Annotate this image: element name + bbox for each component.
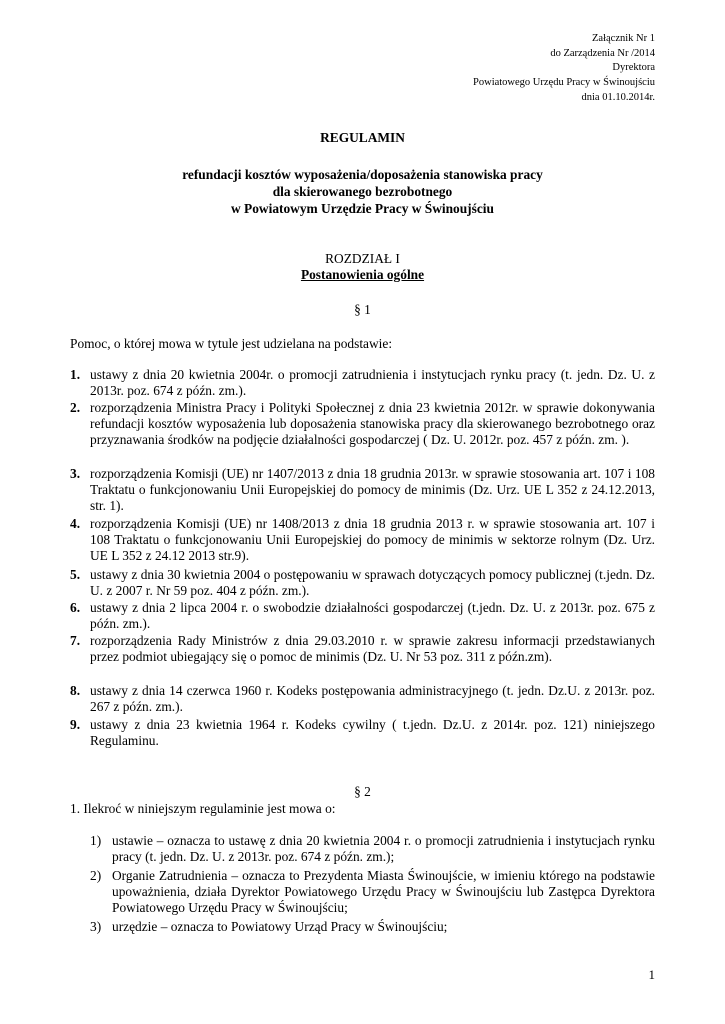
document-subtitle	[0, 166, 725, 217]
attachment-line: dnia 01.10.2014r.	[581, 91, 655, 103]
attachment-line: Załącznik Nr 1	[592, 33, 655, 44]
list-text: ustawy z dnia 20 kwietnia 2004r. o promocji zatrudnienia i instytucjach rynku pracy (t. jedn. Dz. U. z 2013r. poz. 674 z późn. zm.).	[90, 367, 655, 399]
definition-text: Organie Zatrudnienia – oznacza to Prezydenta Miasta Świnoujście, w imieniu którego na podstawie upoważnienia, działa Dyrektor Powiatowego Urzędu Pracy w Świnoujściu lub Zastępca Dyrektora Powiatowego Urzędu Pracy w Świnoujściu;	[112, 868, 655, 916]
list-text: rozporządzenia Rady Ministrów z dnia 29.03.2010 r. w sprawie zakresu informacji przedstawianych przez podmiot ubiegający się o pomoc de minimis (Dz. U. Nr 53 poz. 311 z późn.zm).	[90, 633, 655, 665]
list-number: 1.	[70, 367, 81, 382]
list-number: 9.	[70, 717, 81, 732]
definition-text: urzędzie – oznacza to Powiatowy Urząd Pracy w Świnoujściu;	[112, 919, 448, 934]
paragraph-2-symbol: § 2	[354, 784, 371, 799]
list-item	[70, 567, 655, 599]
list-item	[70, 466, 655, 515]
list-text: rozporządzenia Komisji (UE) nr 1407/2013 z dnia 18 grudnia 2013r. w sprawie stosowania art. 107 i 108 Traktatu o funkcjonowaniu Unii Europejskiej do pomocy de minimis (Dz. Urz. UE L 352 z 24.12.2013, str. 1).	[90, 466, 655, 514]
attachment-line: Dyrektora	[612, 62, 655, 74]
subtitle-line: dla skierowanego bezrobotnego	[272, 184, 453, 199]
chapter-title: Postanowienia ogólne	[300, 267, 425, 282]
list-item	[70, 633, 655, 665]
list-text: ustawy z dnia 14 czerwca 1960 r. Kodeks postępowania administracyjnego (t. jedn. Dz.U. z 2013r. poz. 267 z późn. zm.).	[90, 683, 655, 715]
list-number: 6.	[70, 600, 81, 615]
list-number: 4.	[70, 516, 81, 531]
list-item	[70, 717, 655, 749]
list-number: 7.	[70, 633, 81, 648]
definition-item	[90, 919, 655, 935]
attachment-line: do Zarządzenia Nr /2014	[550, 47, 655, 59]
list-text: ustawy z dnia 30 kwietnia 2004 o postępowaniu w sprawach dotyczących pomocy publicznej (t.jedn. Dz. U. z 2007 r. Nr 59 poz. 404 z późn. zm.).	[90, 567, 655, 599]
list-number: 8.	[70, 683, 81, 698]
subtitle-line: refundacji kosztów wyposażenia/doposażenia stanowiska pracy	[182, 167, 543, 182]
list-text: ustawy z dnia 23 kwietnia 1964 r. Kodeks cywilny ( t.jedn. Dz.U. z 2014r. poz. 121) niniejszego Regulaminu.	[90, 717, 655, 749]
definition-number: 3)	[90, 919, 102, 934]
definition-number: 2)	[90, 868, 102, 883]
list-item	[70, 400, 655, 449]
definitions-intro: 1. Ilekroć w niniejszym regulaminie jest mowa o:	[70, 801, 336, 816]
list-text: rozporządzenia Ministra Pracy i Polityki Społecznej z dnia 23 kwietnia 2012r. w sprawie dokonywania refundacji kosztów wyposażenia lub doposażenia stanowiska pracy dla skierowanego bezrobotnego oraz przyznawania środków na podjęcie działalności gospodarczej ( Dz. U. 2012r. poz. 457 z późn. zm. ).	[90, 400, 655, 448]
list-item	[70, 600, 655, 632]
list-number: 2.	[70, 400, 81, 415]
intro-text: Pomoc, o której mowa w tytule jest udzielana na podstawie:	[70, 336, 393, 351]
paragraph-1-symbol: § 1	[354, 302, 371, 317]
list-text: ustawy z dnia 2 lipca 2004 r. o swobodzie działalności gospodarczej (t.jedn. Dz. U. z 2013r. poz. 675 z późn. zm.).	[90, 600, 655, 632]
definition-item	[90, 868, 655, 917]
chapter-heading: ROZDZIAŁ I	[325, 251, 400, 266]
list-item	[70, 683, 655, 715]
list-number: 5.	[70, 567, 81, 582]
page-number: 1	[648, 967, 655, 982]
definition-text: ustawie – oznacza to ustawę z dnia 20 kwietnia 2004 r. o promocji zatrudnienia i instytucjach rynku pracy (t. jedn. Dz. U. z 2013r. poz. 674 z późn. zm.);	[112, 833, 655, 865]
definition-item	[90, 833, 655, 865]
list-item	[70, 367, 655, 399]
list-item	[70, 516, 655, 565]
definition-number: 1)	[90, 833, 102, 848]
attachment-line: Powiatowego Urzędu Pracy w Świnoujściu	[473, 77, 655, 89]
list-number: 3.	[70, 466, 81, 481]
document-title: REGULAMIN	[320, 130, 405, 145]
attachment-note	[355, 32, 655, 106]
subtitle-line: w Powiatowym Urzędzie Pracy w Świnoujściu	[231, 201, 494, 216]
list-text: rozporządzenia Komisji (UE) nr 1408/2013 z dnia 18 grudnia 2013 r. w sprawie stosowania art. 107 i 108 Traktatu o funkcjonowaniu Unii Europejskiej do pomocy de minimis w sektorze rolnym (Dz. Urz. UE L 352 z 24.12 2013 str.9).	[90, 516, 655, 564]
